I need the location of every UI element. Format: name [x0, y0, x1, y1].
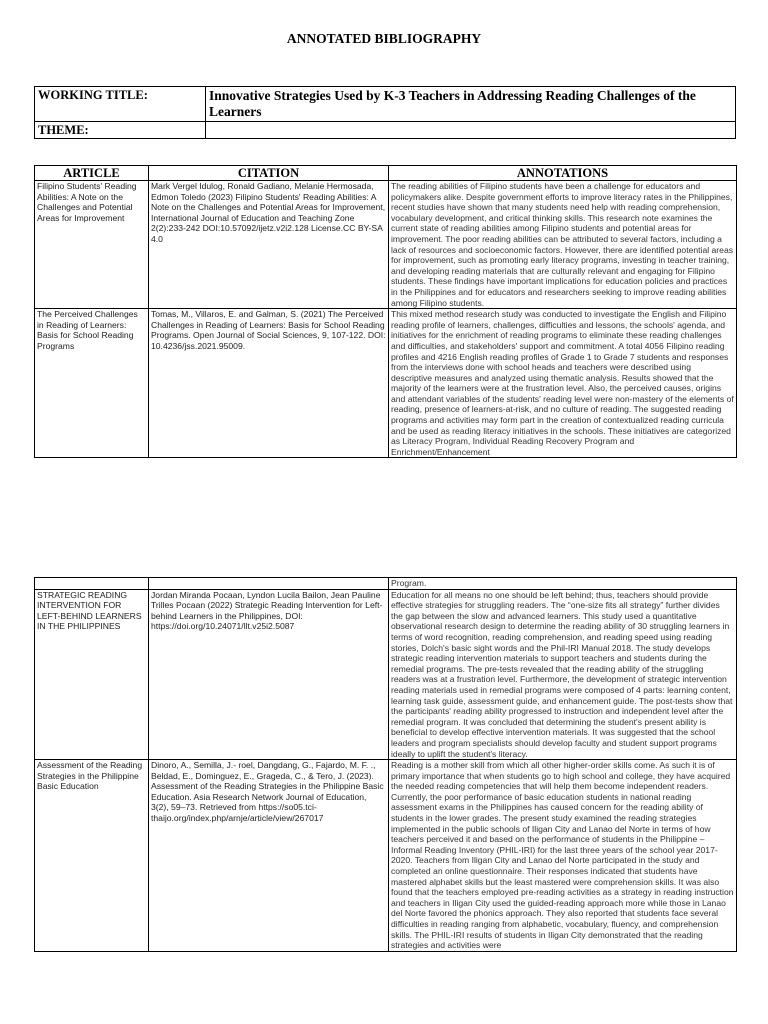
- working-title-value: Innovative Strategies Used by K-3 Teachers in Addressing Reading Challenges of the Learners: [206, 87, 736, 122]
- citation-cell: Dinoro, A., Semilla, J.- roel, Dangdang, G., Fajardo, M. F. ., Beldad, E., Dominguez, E., Grageda, C., & Tero, J. (2023). Assessment of the Reading Strategies in the Philippine Basic Education. Asia Research Network Journal of Education, 3(2), 59–73. Retrieved from https://so05.tci-thaijo.org/index.php/arnje/article/view/267017: [149, 760, 389, 952]
- annotation-cell: The reading abilities of Filipino students have been a challenge for educators and policymakers alike. Despite government efforts to improve literacy rates in the Philippines, recent studies have shown that many students need help with reading comprehension, vocabulary development, and critical thinking skills. This research note examines the current state of reading abilities among Filipino students and potential areas for improvement. The poor reading abilities can be attributed to several factors, including a lack of resources and socioeconomic factors. However, there are identified potential areas for improvement, such as promoting early literacy programs, investing in teacher training, and developing reading materials that are culturally relevant and engaging for Filipino students. These findings have important implications for education policies and practices in the Philippines and for educators and researchers seeking to improve reading abilities among Filipino students.: [389, 181, 737, 309]
- table-row: [35, 181, 737, 309]
- annotation-cell: This mixed method research study was conducted to investigate the English and Filipino reading profile of learners, challenges, difficulties and lessons, the schools' agenda, and initiatives for the enrichment of reading programs to eliminate these reading challenges and difficulties, and stakeholders' support and commitment. A total 4056 Filipino reading profiles and 4216 English reading profiles of Grade 1 to Grade 7 students and responses from the interviews done with school heads and teachers were described using descriptive measures and analyzed using thematic analysis. Results showed that the majority of the learners were at the frustration level. Also, the perceived causes, origins and attendant variables of the students' reading level were non-mastery of the elements of reading, presence of learners-at-risk, and no culture of reading. The suggested reading programs and activities may form part in the creation of contextualized reading curricula and be used as reading literacy initiatives in the schools. These initiatives are categorized as Literacy Program, Individual Reading Recovery Program and Enrichment/Enhancement: [389, 309, 737, 458]
- table-row: [35, 578, 737, 590]
- bibliography-page-2: [0, 577, 768, 1024]
- table-row: [35, 589, 737, 760]
- theme-value: [206, 122, 736, 139]
- bibliography-table: [34, 165, 737, 458]
- article-cell: STRATEGIC READING INTERVENTION FOR LEFT-BEHIND LEARNERS IN THE PHILIPPINES: [35, 589, 149, 760]
- theme-label: THEME:: [35, 122, 206, 139]
- citation-cell: Tomas, M., Villaros, E. and Galman, S. (2021) The Perceived Challenges in Reading of Learners: Basis for School Reading Programs. Open Journal of Social Sciences, 9, 107-122. DOI: 10.4236/jss.2021.95009.: [149, 309, 389, 458]
- annotation-continuation: Program.: [389, 578, 737, 590]
- header-article: ARTICLE: [35, 166, 149, 181]
- article-cell: Assessment of the Reading Strategies in the Philippine Basic Education: [35, 760, 149, 952]
- annotation-cell: Reading is a mother skill from which all other higher-order skills come. As such it is of primary importance that when students go to high school and college, they have acquired the needed reading competencies that will help them become independent readers. Currently, the poor performance of basic education students in national reading assessment exams in the Philippines has caused concern for the reading ability of students in the lower grades. The present study examined the reading strategies implemented in the public schools of Iligan City and Lanao del Norte in terms of how teachers perceived it and based on the performance of students in the Philippine – Informal Reading Inventory (PHIL-IRI) for the last three years of the school year 2017-2020. Teachers from Iligan City and Lanao del Norte participated in the study and completed an online questionnaire. Their responses indicated that students have mastered alphabet skills but the least mastered were comprehension skills. It was also found that the teachers employed pre-reading activities as a strategy in reading instruction and teachers in Iligan City used the guided-reading approach more while those in Lanao del Norte favored the phonics approach. They also reported that students face several difficulties in reading ranging from alphabetic, vocabulary, fluency, and comprehension skills. The PHIL-IRI results of students in Iligan City demonstrated that the reading strategies and activities were: [389, 760, 737, 952]
- page-title: ANNOTATED BIBLIOGRAPHY: [286, 31, 482, 46]
- meta-table: [34, 86, 736, 139]
- bibliography-table-continued: [34, 577, 737, 952]
- header-citation: CITATION: [149, 166, 389, 181]
- header-annotations: ANNOTATIONS: [389, 166, 737, 181]
- article-cell: The Perceived Challenges in Reading of Learners: Basis for School Reading Programs: [35, 309, 149, 458]
- article-cell: Filipino Students' Reading Abilities: A Note on the Challenges and Potential Areas for Improvement: [35, 181, 149, 309]
- citation-cell: Mark Vergel Idulog, Ronald Gadiano, Melanie Hermosada, Edmon Toledo (2023) Filipino Students' Reading Abilities: A Note on the Challenges and Potential Areas for Improvement, International Journal of Education and Teaching Zone 2(2):233-242 DOI:10.57092/ijetz.v2i2.128 License.CC BY-SA 4.0: [149, 181, 389, 309]
- annotation-cell: Education for all means no one should be left behind; thus, teachers should provide effective strategies for struggling readers. The “one-size fits all strategy” further divides the gap between the slow and advanced learners. This study used a quantitative observational research design to determine the reading ability of 30 struggling learners in terms of word recognition, reading comprehension, and reading speed using reading stories, Dolch's basic sight words and the Phil-IRI Manual 2018. The study develops strategic reading intervention materials to support teachers and students during the remedial programs. The pre-tests revealed that the reading ability of the struggling readers was at a frustration level. Furthermore, the development of strategic intervention reading materials used in remedial programs were composed of 4 parts: learning content, learning task guide, assessment guide, and enhancement guide. The post-tests show that the participants' reading ability progressed to instruction and independent level after the remedial program. It was concluded that determining the student's present ability is beneficial to develop effective intervention materials. It was suggested that the school leaders and program specialists should develop faculty and student support programs ideally to uplift the student's literacy.: [389, 589, 737, 760]
- table-row: [35, 760, 737, 952]
- citation-cell: Jordan Miranda Pocaan, Lyndon Lucila Bailon, Jean Pauline Trilles Pocaan (2022) Strategic Reading Intervention for Left-behind Learners in the Philippines, DOI: https://doi.org/10.24071/llt.v25i2.5087: [149, 589, 389, 760]
- table-row: [35, 309, 737, 458]
- working-title-label: WORKING TITLE:: [35, 87, 206, 122]
- bibliography-page-1: [0, 165, 768, 509]
